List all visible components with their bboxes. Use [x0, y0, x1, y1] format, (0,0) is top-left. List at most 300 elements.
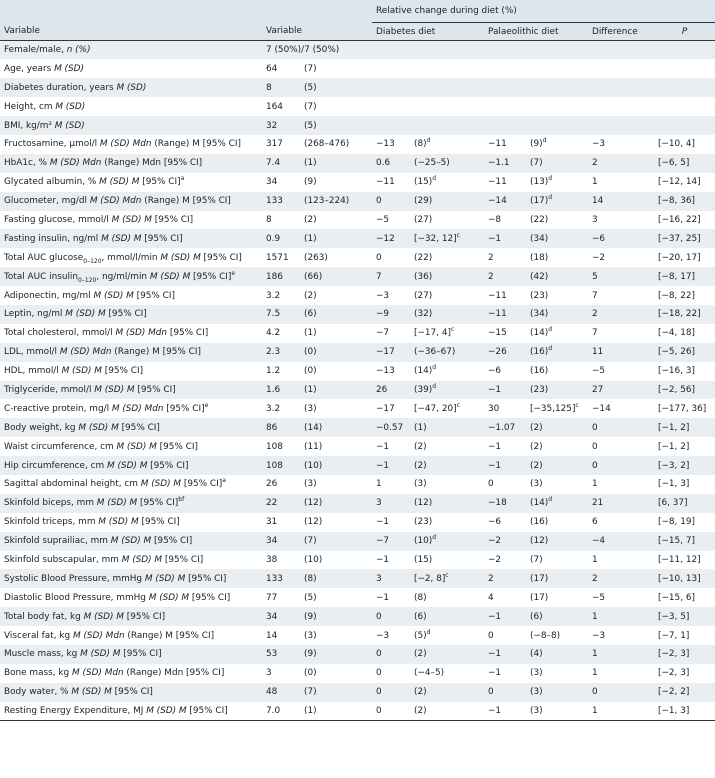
variable-stat: [95% CI] — [156, 441, 198, 452]
variable-label — [0, 116, 262, 135]
palaeo-change: −11 — [488, 290, 507, 301]
palaeo-change: −6 — [488, 517, 502, 528]
palaeo-change — [484, 97, 526, 116]
palaeo-change: 4 — [488, 592, 494, 603]
header-spacer — [262, 0, 300, 23]
palaeo-spread: $(13)^d$ — [530, 175, 553, 188]
diabetes-change: 3 — [376, 573, 382, 584]
variable-label — [0, 513, 262, 532]
palaeo-spread: $[-35,125]^c$ — [530, 401, 579, 414]
variable-stat-italic: M (SD) Mdn — [115, 328, 168, 339]
footnote-mark: d — [542, 137, 547, 145]
difference-value: 0 — [592, 422, 598, 433]
variable-subscript: 0–120 — [78, 276, 97, 284]
variable-stat: [95% CI] — [123, 611, 166, 622]
variable-label — [0, 645, 262, 664]
variable-label — [0, 607, 262, 626]
variable-label — [0, 683, 262, 702]
variable-stat: [95% CI] — [133, 290, 175, 301]
diabetes-spread: (27) — [414, 214, 433, 225]
variable-stat: (Range) M [95% CI] — [151, 139, 241, 150]
palaeo-change: −15 — [488, 328, 507, 339]
table-row — [0, 607, 715, 626]
variable-stat: [95% CI] — [151, 536, 193, 547]
difference-value: 0 — [592, 441, 598, 452]
table-row — [0, 702, 715, 721]
palaeo-spread: (2) — [530, 460, 543, 471]
footnote-mark: a — [180, 175, 185, 183]
variable-stat-italic: M (SD) M — [98, 517, 139, 528]
difference-ci — [654, 59, 715, 78]
variable-stat: (Range) M [95% CI] — [124, 630, 215, 641]
diabetes-spread: (2) — [414, 687, 427, 698]
variable-stat-italic: M (SD) M — [107, 460, 148, 471]
difference-value: −14 — [592, 403, 611, 414]
diabetes-change: 0 — [376, 196, 382, 207]
diabetes-spread — [410, 116, 484, 135]
baseline-value: 133 — [266, 196, 283, 207]
baseline-spread: (11) — [304, 441, 323, 452]
baseline-value: 1571 — [266, 252, 289, 263]
difference-value: 1 — [592, 479, 598, 490]
difference-value — [588, 59, 654, 78]
difference-ci: [−3, 5] — [658, 611, 690, 622]
variable-label — [0, 343, 262, 362]
variable-stat-italic: M (SD) M — [149, 271, 191, 282]
variable-label — [0, 475, 262, 494]
variable-name: Total cholesterol, mmol/l — [4, 328, 116, 339]
baseline-value: 38 — [266, 554, 278, 565]
difference-ci: [−1, 3] — [658, 479, 690, 490]
variable-name: Hip circumference, cm — [4, 460, 107, 471]
baseline-spread: (9) — [304, 611, 317, 622]
palaeo-change — [484, 116, 526, 135]
variable-name: Height, cm — [4, 101, 56, 112]
baseline-value: 7.4 — [266, 158, 281, 169]
diabetes-change: 1 — [376, 479, 382, 490]
baseline-value: 1.2 — [266, 366, 281, 377]
difference-value: 7 — [592, 328, 598, 339]
variable-stat-italic: M (SD) M — [80, 649, 121, 660]
table-row — [0, 59, 715, 78]
difference-ci: [−8, 19] — [658, 517, 695, 528]
footnote-mark: c — [575, 401, 579, 409]
variable-label — [0, 437, 262, 456]
baseline-spread: (0) — [304, 347, 317, 358]
difference-value: 1 — [592, 177, 598, 188]
variable-stat-italic: M (SD) M — [110, 536, 152, 547]
table-row — [0, 343, 715, 362]
palaeo-spread: (16) — [530, 517, 549, 528]
diabetes-spread: (2) — [414, 649, 427, 660]
footnote-mark: bf — [178, 496, 185, 504]
palaeo-change: 2 — [488, 573, 494, 584]
palaeo-change: 0 — [488, 630, 494, 641]
footnote-mark: e — [204, 401, 209, 409]
variable-label — [0, 532, 262, 551]
diabetes-spread: $(8)^d$ — [414, 137, 431, 150]
diabetes-change: 0 — [372, 702, 410, 721]
palaeo-change: −1 — [488, 649, 502, 660]
footnote-mark: c — [445, 571, 449, 579]
variable-stat-italic: M (SD) M — [96, 498, 138, 509]
header-palaeolithic-diet: Palaeolithic diet — [484, 23, 588, 41]
table-row — [0, 305, 715, 324]
variable-name: Bone mass, kg — [4, 668, 72, 679]
footnote-mark: a — [222, 477, 226, 485]
palaeo-spread: (18) — [530, 252, 549, 263]
diabetes-change: 3 — [376, 498, 382, 509]
baseline-value: 14 — [266, 630, 278, 641]
table-row — [0, 154, 715, 173]
palaeo-change: −11 — [488, 177, 507, 188]
palaeo-spread: (7) — [530, 158, 543, 169]
header-difference: Difference — [588, 23, 654, 41]
diabetes-spread: [−17, 4]$^c$ — [414, 326, 455, 339]
baseline-value: 133 — [266, 573, 283, 584]
difference-value: 2 — [592, 158, 598, 169]
diabetes-spread: (2) — [414, 441, 427, 452]
variable-stat: [95% CI] — [181, 479, 223, 490]
table-row — [0, 97, 715, 116]
palaeo-change: 30 — [488, 403, 500, 414]
variable-name-cont: , mmol/l/min — [101, 252, 161, 263]
header-variable-value: Variable — [262, 23, 372, 41]
palaeo-spread: (12) — [530, 536, 549, 547]
difference-value — [588, 97, 654, 116]
baseline-value: 8 — [266, 82, 272, 93]
variable-stat: [95% CI] — [141, 233, 183, 244]
diabetes-spread: $(5)^d$ — [414, 628, 431, 641]
variable-name: Systolic Blood Pressure, mmHg — [4, 573, 145, 584]
variable-name-cont: , ng/ml/min — [96, 271, 150, 282]
baseline-value: 7.0 — [262, 702, 300, 721]
difference-value: 27 — [592, 384, 604, 395]
table-row — [0, 532, 715, 551]
variable-stat-italic: M (SD) M — [94, 384, 135, 395]
baseline-value: 7 (50%)/7 (50%) — [266, 45, 340, 56]
difference-ci: [6, 37] — [658, 498, 688, 509]
diabetes-change: −1 — [376, 460, 390, 471]
variable-label — [0, 135, 262, 154]
difference-ci: [−2, 3] — [658, 668, 690, 679]
table-row — [0, 173, 715, 192]
variable-name: Visceral fat, kg — [4, 630, 73, 641]
palaeo-spread: (−8–8) — [530, 630, 561, 641]
variable-stat: [95% CI] — [186, 705, 228, 716]
table-row — [0, 267, 715, 286]
variable-name: Fasting glucose, mmol/l — [4, 214, 112, 225]
variable-stat: [95% CI] — [151, 214, 194, 225]
baseline-value: 4.2 — [266, 328, 281, 339]
variable-label — [0, 154, 262, 173]
variable-name: BMI, kg/m² — [4, 120, 55, 131]
variable-stat-italic: M (SD) Mdn — [59, 347, 112, 358]
variable-stat: [95% CI] — [162, 554, 204, 565]
diabetes-spread: (12) — [414, 498, 433, 509]
diabetes-change: 26 — [376, 384, 388, 395]
table-row — [0, 551, 715, 570]
footnote-mark: d — [548, 326, 553, 334]
palaeo-change: 2 — [488, 252, 494, 263]
palaeo-change — [484, 41, 526, 60]
difference-value — [588, 78, 654, 97]
variable-label — [0, 456, 262, 475]
difference-ci: [−2, 56] — [658, 384, 695, 395]
palaeo-spread: $(9)^d$ — [530, 137, 547, 150]
variable-stat-italic: M (SD) M — [101, 233, 142, 244]
difference-value: 1 — [588, 702, 654, 721]
baseline-value: 34 — [266, 611, 278, 622]
table-row — [0, 494, 715, 513]
palaeo-spread — [526, 59, 588, 78]
baseline-value: 34 — [266, 177, 278, 188]
baseline-spread: (1) — [304, 233, 317, 244]
palaeo-change: −8 — [488, 214, 502, 225]
difference-value: 21 — [592, 498, 604, 509]
variable-stat-italic: M (SD) M — [93, 290, 134, 301]
variable-name: Diabetes duration, years — [4, 82, 117, 93]
table-row — [0, 664, 715, 683]
baseline-value: 7.5 — [266, 309, 281, 320]
diabetes-change: −13 — [376, 139, 395, 150]
variable-stat-italic: M (SD) M — [111, 214, 152, 225]
variable-label — [0, 324, 262, 343]
difference-ci: [−15, 6] — [658, 592, 695, 603]
variable-name: Skinfold triceps, mm — [4, 517, 99, 528]
footnote-mark: d — [426, 137, 431, 145]
baseline-value: 1.6 — [266, 384, 281, 395]
baseline-spread: (7) — [304, 536, 317, 547]
palaeo-change — [484, 78, 526, 97]
palaeo-spread: (3) — [530, 479, 543, 490]
palaeo-change: −1 — [488, 384, 502, 395]
difference-ci: [−11, 12] — [658, 554, 701, 565]
diabetes-spread: [−47, 20]$^c$ — [414, 401, 460, 414]
table-row — [0, 588, 715, 607]
palaeo-spread: (17) — [530, 573, 549, 584]
palaeo-change — [484, 59, 526, 78]
variable-stat-italic: M (SD) M — [71, 687, 112, 698]
table-row — [0, 513, 715, 532]
diabetes-spread: (−25–5) — [414, 158, 450, 169]
difference-value: −3 — [592, 630, 606, 641]
baseline-spread: (123–224) — [304, 196, 350, 207]
variable-name: HDL, mmol/l — [4, 366, 62, 377]
palaeo-change: −1 — [488, 441, 502, 452]
baseline-value: 26 — [266, 479, 278, 490]
footnote-mark: d — [548, 345, 553, 353]
variable-stat-italic: M (SD) — [55, 101, 86, 112]
palaeo-change: −26 — [488, 347, 507, 358]
baseline-value: 32 — [266, 120, 278, 131]
palaeo-spread: $(16)^d$ — [530, 345, 553, 358]
difference-value — [588, 41, 654, 60]
palaeo-change: −14 — [488, 196, 507, 207]
table-row — [0, 362, 715, 381]
variable-stat: [95% CI] — [120, 649, 162, 660]
palaeo-spread: (42) — [530, 271, 549, 282]
variable-name: Fructosamine, μmol/l — [4, 139, 100, 150]
table-row — [0, 456, 715, 475]
diabetes-spread: (29) — [414, 196, 433, 207]
variable-name: Glucometer, mg/dl — [4, 196, 90, 207]
footnote-mark: d — [432, 383, 437, 390]
palaeo-change: −18 — [488, 498, 507, 509]
difference-ci — [654, 78, 715, 97]
baseline-spread: (9) — [304, 649, 317, 660]
variable-stat: [95% CI] — [134, 384, 176, 395]
difference-ci: [−15, 7] — [658, 536, 695, 547]
variable-stat-italic: n (%) — [66, 45, 91, 56]
variable-name: Sagittal abdominal height, cm — [4, 479, 141, 490]
footnote-mark: d — [432, 534, 437, 542]
diabetes-change: −17 — [376, 347, 395, 358]
table-row — [0, 626, 715, 645]
variable-label — [0, 418, 262, 437]
palaeo-change: 0 — [488, 479, 494, 490]
diabetes-spread: [−2, 8]$^c$ — [414, 571, 449, 584]
palaeo-spread: (3) — [530, 687, 543, 698]
variable-subscript: 0–120 — [83, 257, 102, 265]
palaeo-change: −1.1 — [488, 158, 510, 169]
difference-ci: [−8, 36] — [658, 196, 695, 207]
diabetes-spread: (−36–67) — [414, 347, 456, 358]
diabetes-spread: (15) — [414, 554, 433, 565]
variable-stat-italic: M (SD) Mdn — [89, 196, 142, 207]
difference-value: 1 — [592, 554, 598, 565]
variable-stat-italic: M (SD) M — [78, 422, 119, 433]
palaeo-change: −1 — [488, 668, 502, 679]
variable-label — [0, 664, 262, 683]
difference-value: 1 — [592, 649, 598, 660]
diabetes-change — [372, 116, 410, 135]
diabetes-change: −1 — [376, 554, 390, 565]
variable-stat: [95% CI] — [167, 328, 209, 339]
diabetes-spread: $(15)^d$ — [414, 175, 437, 188]
diabetes-change: −3 — [376, 290, 390, 301]
difference-ci: [−18, 22] — [658, 309, 701, 320]
variable-name: Adiponectin, mg/ml — [4, 290, 94, 301]
diabetes-change: 0 — [376, 649, 382, 660]
diabetes-spread: (−4–5) — [414, 668, 445, 679]
variable-stat: [95% CI] — [138, 517, 180, 528]
diabetes-change: −5 — [376, 214, 390, 225]
variable-stat: (Range) Mdn [95% CI] — [123, 668, 225, 679]
difference-ci: [−2, 2] — [658, 687, 690, 698]
palaeo-change: −11 — [488, 309, 507, 320]
table-row — [0, 683, 715, 702]
difference-ci: [−5, 26] — [658, 347, 695, 358]
variable-stat-italic: M (SD) Mdn — [72, 668, 124, 679]
header-p: P — [654, 23, 715, 41]
variable-stat-italic: M (SD) M — [140, 479, 182, 490]
palaeo-change: −1 — [484, 702, 526, 721]
variable-label — [0, 173, 262, 192]
variable-stat: [95% CI] — [163, 403, 205, 414]
baseline-spread: (0) — [304, 668, 317, 679]
diabetes-change — [372, 97, 410, 116]
baseline-spread: (263) — [304, 252, 328, 263]
footnote-mark: d — [548, 194, 553, 202]
difference-ci: [−10, 4] — [658, 139, 695, 150]
diabetes-spread: $(39)^d$ — [414, 383, 437, 395]
baseline-value: 34 — [266, 536, 278, 547]
variable-name: HbA1c, % — [4, 158, 50, 169]
variable-stat: [95% CI] — [111, 687, 153, 698]
table-row — [0, 41, 715, 60]
table-body — [0, 41, 715, 721]
diabetes-change: 0 — [376, 668, 382, 679]
variable-label — [0, 702, 262, 721]
diabetes-change: −11 — [376, 177, 395, 188]
diabetes-spread: (6) — [414, 611, 427, 622]
palaeo-spread: $(14)^d$ — [530, 326, 553, 339]
variable-name: Total AUC insulin — [4, 271, 79, 282]
table-row — [0, 116, 715, 135]
variable-label — [0, 78, 262, 97]
footnote-mark: d — [432, 364, 437, 372]
table-row — [0, 324, 715, 343]
diabetes-spread: (27) — [414, 290, 433, 301]
variable-stat-italic: M (SD) M — [144, 573, 186, 584]
variable-name: Age, years — [4, 63, 55, 74]
diabetes-change: 0.6 — [376, 158, 391, 169]
baseline-spread: (5) — [304, 82, 317, 93]
diabetes-change: −1 — [376, 517, 390, 528]
baseline-spread: (5) — [304, 592, 317, 603]
difference-ci — [654, 116, 715, 135]
difference-ci: [−12, 14] — [658, 177, 701, 188]
table-row — [0, 475, 715, 494]
palaeo-spread — [526, 78, 588, 97]
variable-stat: [95% CI] — [147, 460, 189, 471]
baseline-spread: (7) — [304, 63, 317, 74]
variable-stat-italic: M (SD) M — [65, 309, 106, 320]
variable-name: LDL, mmol/l — [4, 347, 60, 358]
difference-value: 0 — [592, 687, 598, 698]
variable-name: Body water, % — [4, 687, 72, 698]
table-row — [0, 248, 715, 267]
diabetes-change: 0 — [376, 687, 382, 698]
palaeo-change: −2 — [488, 554, 502, 565]
variable-stat-italic: M (SD) Mdn — [99, 139, 152, 150]
diabetes-change: 0 — [376, 252, 382, 263]
footnote-mark: c — [450, 326, 455, 334]
variable-name: Fasting insulin, ng/ml — [4, 233, 102, 244]
baseline-value: 86 — [266, 422, 278, 433]
variable-stat-italic: M (SD) M — [61, 366, 102, 377]
diabetes-change: −9 — [376, 309, 390, 320]
variable-name: Muscle mass, kg — [4, 649, 81, 660]
difference-ci: [−4, 18] — [658, 328, 695, 339]
palaeo-spread: $(14)^d$ — [530, 496, 553, 509]
variable-stat-italic: M (SD) Mdn — [72, 630, 125, 641]
palaeo-spread: (6) — [530, 611, 543, 622]
variable-stat-italic: M (SD) M — [116, 441, 157, 452]
baseline-spread: (3) — [304, 403, 317, 414]
baseline-spread: (1) — [304, 328, 317, 339]
diabetes-change: −0.57 — [376, 422, 404, 433]
palaeo-spread: (4) — [530, 649, 543, 660]
baseline-spread: (9) — [304, 177, 317, 188]
palaeo-spread: (7) — [530, 554, 543, 565]
palaeo-spread: (17) — [530, 592, 549, 603]
baseline-spread: (1) — [304, 384, 317, 395]
difference-ci: [−10, 13] — [658, 573, 701, 584]
diabetes-change: −3 — [376, 630, 390, 641]
variable-name: Skinfold biceps, mm — [4, 498, 97, 509]
